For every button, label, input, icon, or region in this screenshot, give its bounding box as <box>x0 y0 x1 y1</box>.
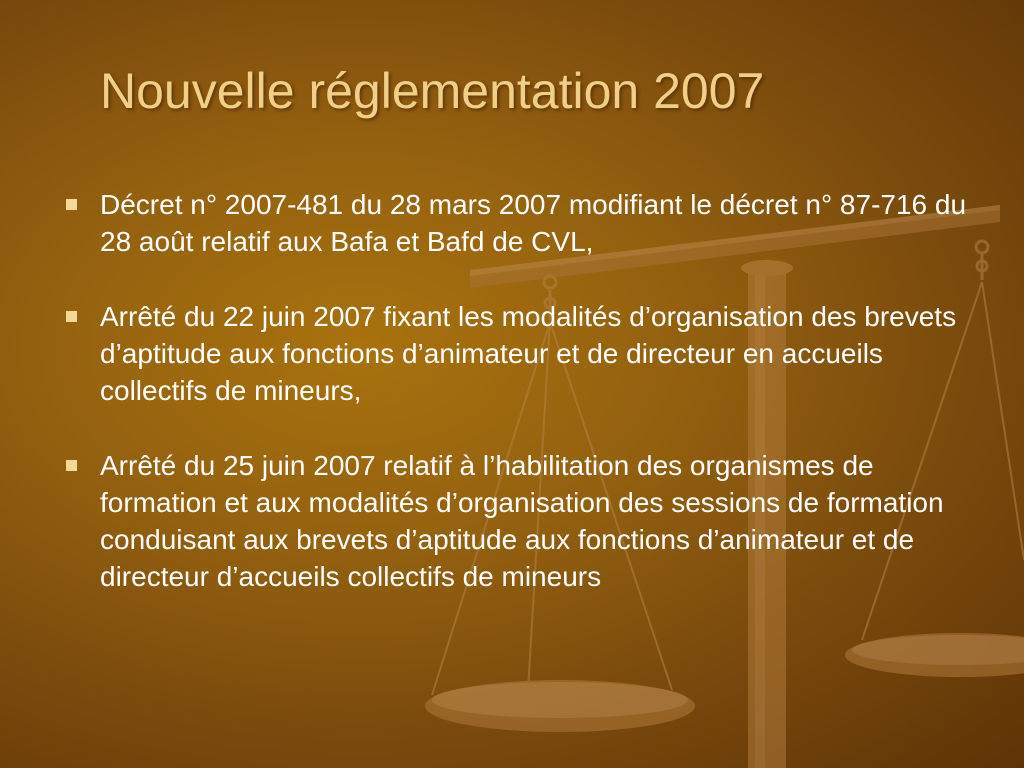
bullet-item <box>60 447 980 595</box>
slide-title: Nouvelle réglementation 2007 <box>100 63 765 119</box>
bullet-text: Arrêté du 22 juin 2007 fixant les modalités d’organisation des brevets d’aptitude aux fonctions d’animateur et de directeur en accueils collectifs de mineurs, <box>100 301 957 406</box>
square-bullet-icon <box>66 311 77 322</box>
bullet-item <box>60 186 980 260</box>
bullet-item <box>60 298 980 409</box>
bullet-text: Arrêté du 25 juin 2007 relatif à l’habilitation des organismes de formation et aux modalités d’organisation des sessions de formation conduisant aux brevets d’aptitude aux fonctions d’animateur et de directeur d’accueils collectifs de mineurs <box>100 450 944 592</box>
square-bullet-icon <box>66 199 77 210</box>
bullet-text: Décret n° 2007-481 du 28 mars 2007 modifiant le décret n° 87-716 du 28 août relatif aux Bafa et Bafd de CVL, <box>100 189 967 257</box>
bullet-list <box>60 186 980 633</box>
square-bullet-icon <box>66 460 77 471</box>
